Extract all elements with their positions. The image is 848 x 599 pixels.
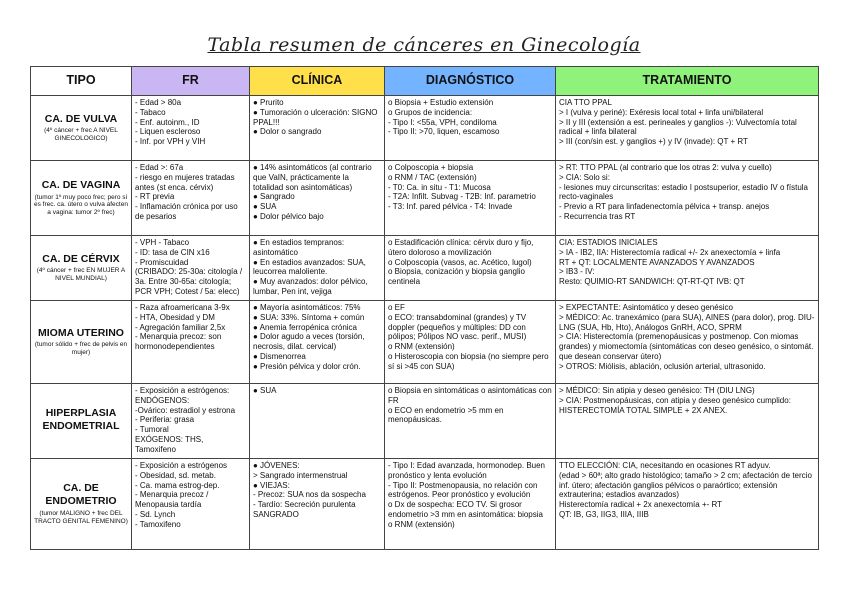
cell-diagnostico [385,96,556,161]
tratamiento-line: > MÉDICO: Ac. tranexámico (para SUA), AINES (para dolor), prog. DIU-LNG (SUA, Hb, Hto), Análogos GnRH, ACO, SPRM [559,312,815,332]
tratamiento-line: > EXPECTANTE: Asintomático y deseo genésico [559,303,733,312]
clinica-line: ● En estadios avanzados: SUA, leucorrea maloliente. [253,257,366,277]
cell-tratamiento [556,96,819,161]
tipo-name: CA. DE CÉRVIX [42,252,120,265]
cell-clinica [250,459,385,550]
diagnostico-line: o Estadificación clínica: cérvix duro y fijo, útero doloroso a movilización [388,238,534,257]
clinica-line: ● Presión pélvica y dolor crón. [253,361,361,371]
clinica-line: > Sangrado intermenstrual [253,470,348,480]
clinica-line: ● En estadios tempranos: asintomático [253,238,345,257]
fr-line: Menopausia tardía [135,500,202,509]
header-tipo: TIPO [31,67,132,96]
cell-tratamiento [556,236,819,301]
tratamiento-line: > CIA: Solo si: [559,172,610,182]
fr-line: - Raza afroamericana 3-9x [135,303,230,312]
diagnostico-line: o Grupos de incidencia: [388,107,473,117]
tratamiento-line: CIA TTO PPAL [559,98,612,107]
tratamiento-line: - Recurrencia tras RT [559,211,636,221]
clinica-line: ● Sangrado [253,192,295,202]
cell-tipo [31,384,132,459]
tipo-subtitle: (tumor 1º muy poco frec; pero sí es frec. ca. útero o vulva afecten a vagina: tumor 2º frec) [34,193,128,217]
fr-line: - Edad >: 67a [135,163,184,172]
tratamiento-line: > IB3 - IV: [559,267,595,277]
cell-tipo [31,161,132,236]
cell-fr [132,161,250,236]
cell-fr [132,301,250,384]
diagnostico-line: - Tipo II: Postmenopausia, no relación con estrógenos. Peor pronóstico y evolución [388,480,538,500]
cell-tratamiento [556,161,819,236]
diagnostico-line: o ECO: transabdominal (grandes) y TV doppler (pequeños y múltiples: DD con pólipos; Pólipos NO vasc. perif., MUSI) [388,312,527,342]
cell-tratamiento [556,459,819,550]
table-row [31,301,819,384]
cell-tratamiento [556,301,819,384]
diagnostico-line: o RNM (extensión) [388,519,455,529]
clinica-line: ● Dolor agudo a veces (torsión, necrosis, dilat. cervical) [253,332,365,351]
tratamiento-line: > CIA: Postmenopáusicas, con atipia y deseo genésico cumplido: HISTERECTOMÍA TOTAL SIMPLE + 2X ANEX. [559,395,791,415]
diagnostico-line: o RNM (extensión) [388,342,455,351]
table-row [31,96,819,161]
cell-fr [132,96,250,161]
fr-line: - Tabaco [135,107,166,117]
cell-tipo [31,459,132,550]
fr-line: -Ovárico: estradiol y estrona [135,405,236,415]
tratamiento-line: Resto: QUIMIO-RT SANDWICH: QT-RT-QT IVB: QT [559,277,745,286]
tratamiento-line: > II y III (extensión a est. perineales y ganglios -): Vulvectomía total radical + linfa bilateral [559,117,797,137]
cell-diagnostico [385,384,556,459]
clinica-line: ● Mayoría asintomáticos: 75% [253,303,361,312]
tratamiento-line: QT: IB, G3, IIG3, IIIA, IIIB [559,509,649,519]
tipo-subtitle: (tumor MALIGNO + frec DEL TRACTO GENITAL FEMENINO) [34,509,128,525]
tipo-name: HIPERPLASIA ENDOMETRIAL [42,407,120,432]
clinica-line: ● Anemia ferropénica crónica [253,322,357,332]
clinica-line: ● VIEJAS: [253,480,290,490]
tratamiento-line: > MÉDICO: Sin atipia y deseo genésico: TH (DIU LNG) [559,386,755,395]
diagnostico-line: o Biopsia + Estudio extensión [388,98,494,107]
header-diagnostico: DIAGNÓSTICO [385,67,556,96]
diagnostico-line: - T0: Ca. in situ - T1: Mucosa [388,182,491,192]
table-row [31,236,819,301]
diagnostico-line: o Colposcopia + biopsia [388,163,474,172]
clinica-line: - Precoz: SUA nos da sospecha [253,490,366,500]
page-title: Tabla resumen de cánceres en Ginecología [207,34,641,56]
tratamiento-line: TTO ELECCIÓN: CIA, necesitando en ocasiones RT adyuv. [559,461,771,470]
diagnostico-line: o Colposcopia (vasos, ac. Acético, lugol) [388,257,532,267]
summary-table [30,66,819,550]
clinica-line: ● 14% asintomáticos (al contrario que VaIN, prácticamente la totalidad son asintomáticas) [253,163,372,192]
fr-line: - Enf. autoinm., ID [135,117,200,127]
tratamiento-line: - lesiones muy circunscritas: estadio I postsuperior, estadio IV o fístula recto-vaginales [559,182,809,202]
clinica-line: ● SUA [253,386,277,395]
diagnostico-line: o Dx de sospecha: ECO TV. Si grosor endometrio >3 mm en asintomática: biopsia [388,500,543,519]
clinica-line: ● Dolor pélvico bajo [253,211,324,221]
cell-fr [132,459,250,550]
cell-clinica [250,384,385,459]
tratamiento-line: > III (con/sin est. y ganglios +) y IV (invade): QT + RT [559,137,748,146]
tipo-name: CA. DE ENDOMETRIO [45,482,117,508]
diagnostico-line: - Tipo I: <55a, VPH, condiloma [388,117,497,127]
cell-tipo [31,236,132,301]
fr-line: (CRIBADO: 25-30a: citología / 3a. Entre 30-65a: citología; PCR VPH; Cotest / 5a: elecc) [135,267,243,296]
clinica-line: ● SUA: 33%. Síntoma + común [253,312,365,322]
tipo-subtitle: (4º cáncer + frec EN MUJER A NIVEL MUNDIAL) [36,267,126,283]
diagnostico-line: o RNM / TAC (extensión) [388,172,477,182]
diagnostico-line: o ECO en endometrio >5 mm en menopáusicas. [388,405,504,425]
fr-line: - Exposición a estrógenos [135,461,228,470]
fr-line: - Sd. Lynch [135,509,176,519]
fr-line: - Exposición a estrógenos: [135,386,230,395]
diagnostico-line: o EF [388,303,405,312]
fr-line: - Liquen escleroso [135,127,201,137]
clinica-line: ● Dismenorrea [253,351,306,361]
tratamiento-line: > OTROS: Miólisis, ablación, oclusión arterial, ultrasonido. [559,361,766,371]
fr-line: - Tamoxifeno [135,519,181,529]
fr-line: - Inflamación crónica por uso de pesarios [135,202,238,221]
cell-fr [132,236,250,301]
tratamiento-line: > IA - IB2, IIA: Histerectomía radical +/- 2x anexectomía + linfa [559,247,781,257]
fr-line: - HTA, Obesidad y DM [135,312,215,322]
clinica-line: ● Muy avanzados: dolor pélvico, lumbar, Pen int, vejiga [253,277,368,296]
tratamiento-line: RT + QT: LOCALMENTE AVANZADOS Y AVANZADOS [559,257,755,267]
tratamiento-line: CIA: ESTADIOS INICIALES [559,238,658,247]
clinica-line: ● Dolor o sangrado [253,127,322,137]
tipo-subtitle: (4º cáncer + frec A NIVEL GINECOLOGICO) [44,127,118,143]
diagnostico-line: - T2A: Infilt. Subvag - T2B: Inf. parametrio [388,192,536,202]
tratamiento-line: - Previo a RT para linfadenectomía pélvica + transp. anejos [559,202,770,211]
header-tratamiento: TRATAMIENTO [556,67,819,96]
header-clinica: CLÍNICA [250,67,385,96]
header-fr: FR [132,67,250,96]
diagnostico-line: o Biopsia, conización y biopsia ganglio centinela [388,267,525,286]
fr-line: - Agregación familiar 2,5x [135,322,226,332]
table-row [31,459,819,550]
fr-line: - Ca. mama estrog-dep. [135,480,220,490]
cell-diagnostico [385,236,556,301]
fr-line: - VPH - Tabaco [135,238,190,247]
fr-line: - ID: tasa de CIN x16 [135,247,210,257]
tratamiento-line: Histerectomía radical + 2x anexectomía +- RT [559,500,723,509]
diagnostico-line: - Tipo II: >70, liquen, escamoso [388,127,500,137]
diagnostico-line: - Tipo I: Edad avanzada, hormonodep. Buen pronóstico y lenta evolución [388,461,545,480]
cell-tipo [31,96,132,161]
tratamiento-line: > RT: TTO PPAL (al contrario que los otras 2: vulva y cuello) [559,163,772,172]
cell-diagnostico [385,161,556,236]
clinica-line: ● SUA [253,202,277,211]
table-row [31,161,819,236]
diagnostico-line: - T3: Inf. pared pélvica - T4: Invade [388,202,513,211]
fr-line: - Menarquia precoz / [135,490,209,500]
cell-tratamiento [556,384,819,459]
cell-fr [132,384,250,459]
cell-clinica [250,301,385,384]
cell-diagnostico [385,459,556,550]
clinica-line: ● JÓVENES: [253,461,300,470]
tipo-name: MIOMA UTERINO [38,326,124,339]
diagnostico-line: o Histeroscopia con biopsia (no siempre pero sí si >45 con SUA) [388,351,549,371]
fr-line: - Inf. por VPH y VIH [135,137,206,146]
diagnostico-line: o Biopsia en sintomáticas o asintomáticas con FR [388,386,552,405]
cell-diagnostico [385,301,556,384]
tratamiento-line: (edad > 60ª; alto grado histológico; tamaño > 2 cm; afectación de tercio inf. útero; afectación ganglios pélvicos o paraórtico; extensión extrauterina; estadios avanzados) [559,470,812,500]
tipo-name: CA. DE VULVA [44,112,118,125]
cell-tipo [31,301,132,384]
tratamiento-line: > I (vulva y periné): Exéresis local total + linfa uni/bilateral [559,107,764,117]
fr-line: - Menarquia precoz: son hormonodependientes [135,332,222,351]
cell-clinica [250,161,385,236]
tipo-name: CA. DE VAGINA [41,178,121,191]
clinica-line: - Tardío: Secreción purulenta [253,500,356,509]
fr-line: - Promiscuidad [135,257,189,267]
fr-line: - RT previa [135,192,175,202]
table-row [31,384,819,459]
tipo-subtitle: (tumor sólido + frec de pelvis en mujer) [34,341,128,357]
clinica-line: SANGRADO [253,509,299,519]
clinica-line: ● Prurito [253,98,284,107]
fr-line: - Tumoral [135,425,169,434]
fr-line: ENDÓGENOS: [135,395,190,405]
fr-line: EXÓGENOS: THS, Tamoxifeno [135,434,204,454]
header-row [31,67,819,96]
fr-line: - riesgo en mujeres tratadas antes (st enca. cérvix) [135,172,235,192]
fr-line: - Periferia: grasa [135,415,195,425]
fr-line: - Obesidad, sd. metab. [135,470,216,480]
cell-clinica [250,96,385,161]
clinica-line: ● Tumoración o ulceración: SIGNO PPAL!!! [253,107,378,127]
tratamiento-line: > CIA: Histerectomía (premenopáusicas y postmenop. Con miomas grandes) y miomectomía (sintomáticas con deseo genésico, o sintomát. que desean conservar útero) [559,332,814,361]
fr-line: - Edad > 80a [135,98,182,107]
cell-clinica [250,236,385,301]
